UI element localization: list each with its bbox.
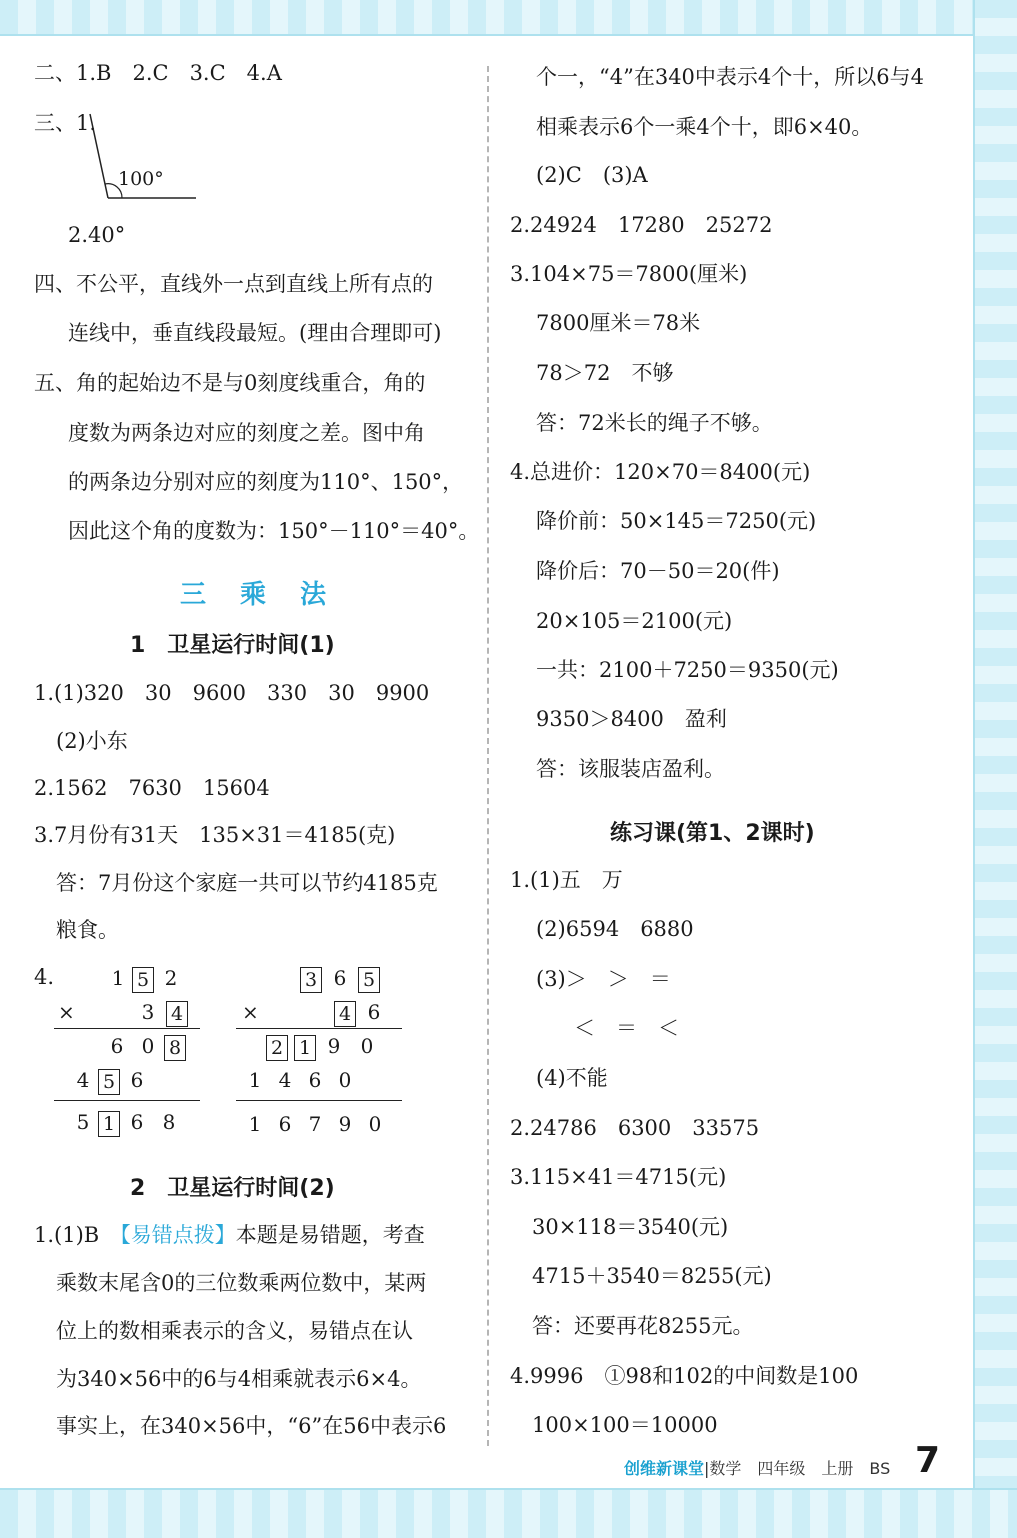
answer-line: 二、1.B 2.C 3.C 4.A: [34, 61, 282, 85]
digit: 0: [368, 1112, 382, 1136]
answer-line: 降价前：50×145＝7250(元): [536, 509, 817, 533]
digit: 6: [278, 1112, 292, 1136]
answer-line: 答：72米长的绳子不够。: [536, 411, 773, 435]
answer-line: 2.40°: [68, 223, 126, 247]
calc-rule: [54, 1100, 200, 1101]
answer-line: 为340×56中的6与4相乘就表示6×4。: [56, 1367, 422, 1391]
answer-line: 4.9996 ①98和102的中间数是100: [510, 1364, 859, 1388]
answer-line: 相乘表示6个一乘4个十，即6×40。: [536, 115, 873, 139]
answer-line: 因此这个角的度数为：150°－110°＝40°。: [68, 519, 480, 543]
answer-line: 1.(1)五 万: [510, 868, 623, 892]
answer-line: 2.24786 6300 33575: [510, 1116, 760, 1140]
digit: 6: [110, 1034, 124, 1058]
digit: 0: [360, 1034, 374, 1058]
digit: 1: [248, 1068, 262, 1092]
digit: 6: [308, 1068, 322, 1092]
filled-box: 4: [166, 1001, 188, 1027]
digit: 6: [130, 1068, 144, 1092]
column-divider: [487, 66, 489, 1446]
lesson-heading: 练习课(第1、2课时): [610, 821, 815, 846]
answer-line: 度数为两条边对应的刻度之差。图中角: [68, 421, 425, 445]
digit: 3: [141, 1000, 155, 1024]
answer-line: 四、不公平，直线外一点到直线上所有点的: [34, 272, 433, 296]
brand-name: 创维新课堂: [624, 1459, 705, 1478]
section-title: 三乘法: [180, 580, 361, 610]
answer-text: 1.(1)B: [34, 1223, 121, 1247]
calc-rule: [236, 1100, 402, 1101]
page-number: 7: [915, 1440, 941, 1481]
answer-line: 4.总进价：120×70＝8400(元): [510, 460, 811, 484]
answer-line: 3.7月份有31天 135×31＝4185(克): [34, 823, 396, 847]
answer-line: 9350＞8400 盈利: [536, 707, 727, 731]
digit: 2: [164, 966, 178, 990]
times-sign: ×: [242, 1000, 259, 1024]
digit: 6: [367, 1000, 381, 1024]
digit: 9: [327, 1034, 341, 1058]
vertical-multiplication-b: [236, 962, 406, 1142]
answer-line: (4)不能: [536, 1066, 608, 1090]
answer-line: 粮食。: [56, 918, 119, 942]
filled-box: 3: [300, 967, 322, 993]
digit: 4: [76, 1068, 90, 1092]
answer-line: 4715＋3540＝8255(元): [532, 1264, 772, 1288]
bottom-decorative-border: [0, 1488, 1017, 1538]
answer-line: 答：7月份这个家庭一共可以节约4185克: [56, 871, 438, 895]
calc-rule: [54, 1028, 200, 1029]
filled-box: 1: [98, 1111, 120, 1137]
answer-line: 一共：2100＋7250＝9350(元): [536, 658, 839, 682]
digit: 0: [141, 1034, 155, 1058]
filled-box: 8: [164, 1035, 186, 1061]
digit: 6: [130, 1110, 144, 1134]
answer-line: (3)＞ ＞ ＝: [536, 967, 671, 991]
filled-box: 1: [294, 1035, 316, 1061]
answer-line: 答：该服装店盈利。: [536, 757, 725, 781]
digit: 7: [308, 1112, 322, 1136]
answer-line: 三、1.: [34, 111, 97, 135]
answer-line: 4.: [34, 965, 55, 989]
filled-box: 5: [98, 1069, 120, 1095]
book-info: |数学 四年级 上册 BS: [704, 1459, 891, 1478]
digit: 5: [76, 1110, 90, 1134]
answer-line: 答：还要再花8255元。: [532, 1314, 754, 1338]
answer-line: 连线中，垂直线段最短。(理由合理即可): [68, 321, 442, 345]
answer-line: 78＞72 不够: [536, 361, 674, 385]
answer-line: 位上的数相乘表示的含义，易错点在认: [56, 1319, 413, 1343]
answer-line: ＜ ＝ ＜: [574, 1016, 679, 1040]
answer-line: 30×118＝3540(元): [532, 1215, 729, 1239]
answer-line: 1.(1)320 30 9600 330 30 9900: [34, 681, 430, 705]
digit: 8: [162, 1110, 176, 1134]
digit: 0: [338, 1068, 352, 1092]
angle-label: 100°: [118, 168, 164, 190]
answer-line: (2)小东: [56, 729, 128, 753]
answer-line: 个一，“4”在340中表示4个十，所以6与4: [536, 65, 924, 89]
answer-line: 7800厘米＝78米: [536, 311, 701, 335]
answer-line: (2)6594 6880: [536, 917, 694, 941]
right-decorative-border: [973, 0, 1017, 1536]
lesson-heading: 1 卫星运行时间(1): [130, 633, 335, 658]
digit: 1: [111, 966, 125, 990]
error-tip-tag: 【易错点拨】: [120, 1223, 236, 1247]
answer-line: 100×100＝10000: [532, 1413, 718, 1437]
filled-box: 4: [334, 1001, 356, 1027]
answer-line: 3.104×75＝7800(厘米): [510, 262, 748, 286]
answer-line: 乘数末尾含0的三位数乘两位数中，某两: [56, 1271, 427, 1295]
answer-line: 的两条边分别对应的刻度为110°、150°，: [68, 470, 464, 494]
times-sign: ×: [58, 1000, 75, 1024]
answer-line: 2.24924 17280 25272: [510, 213, 773, 237]
answer-text: 本题是易错题，考查: [235, 1223, 425, 1247]
filled-box: 5: [358, 967, 380, 993]
lesson-heading: 2 卫星运行时间(2): [130, 1176, 335, 1201]
vertical-multiplication-a: [54, 962, 204, 1142]
filled-box: 2: [266, 1035, 288, 1061]
answer-line: [34, 1220, 425, 1250]
calc-rule: [236, 1028, 402, 1029]
answer-line: 3.115×41＝4715(元): [510, 1165, 727, 1189]
digit: 4: [278, 1068, 292, 1092]
answer-line: 20×105＝2100(元): [536, 609, 733, 633]
answer-line: 事实上，在340×56中，“6”在56中表示6: [56, 1414, 447, 1438]
digit: 6: [333, 966, 347, 990]
digit: 9: [338, 1112, 352, 1136]
digit: 1: [248, 1112, 262, 1136]
top-decorative-border: [0, 0, 1017, 36]
answer-line: (2)C (3)A: [536, 163, 648, 187]
answer-line: 降价后：70－50＝20(件): [536, 559, 780, 583]
filled-box: 5: [132, 967, 154, 993]
answer-line: 2.1562 7630 15604: [34, 776, 270, 800]
page-footer: [624, 1456, 890, 1479]
answer-line: 五、角的起始边不是与0刻度线重合，角的: [34, 371, 426, 395]
